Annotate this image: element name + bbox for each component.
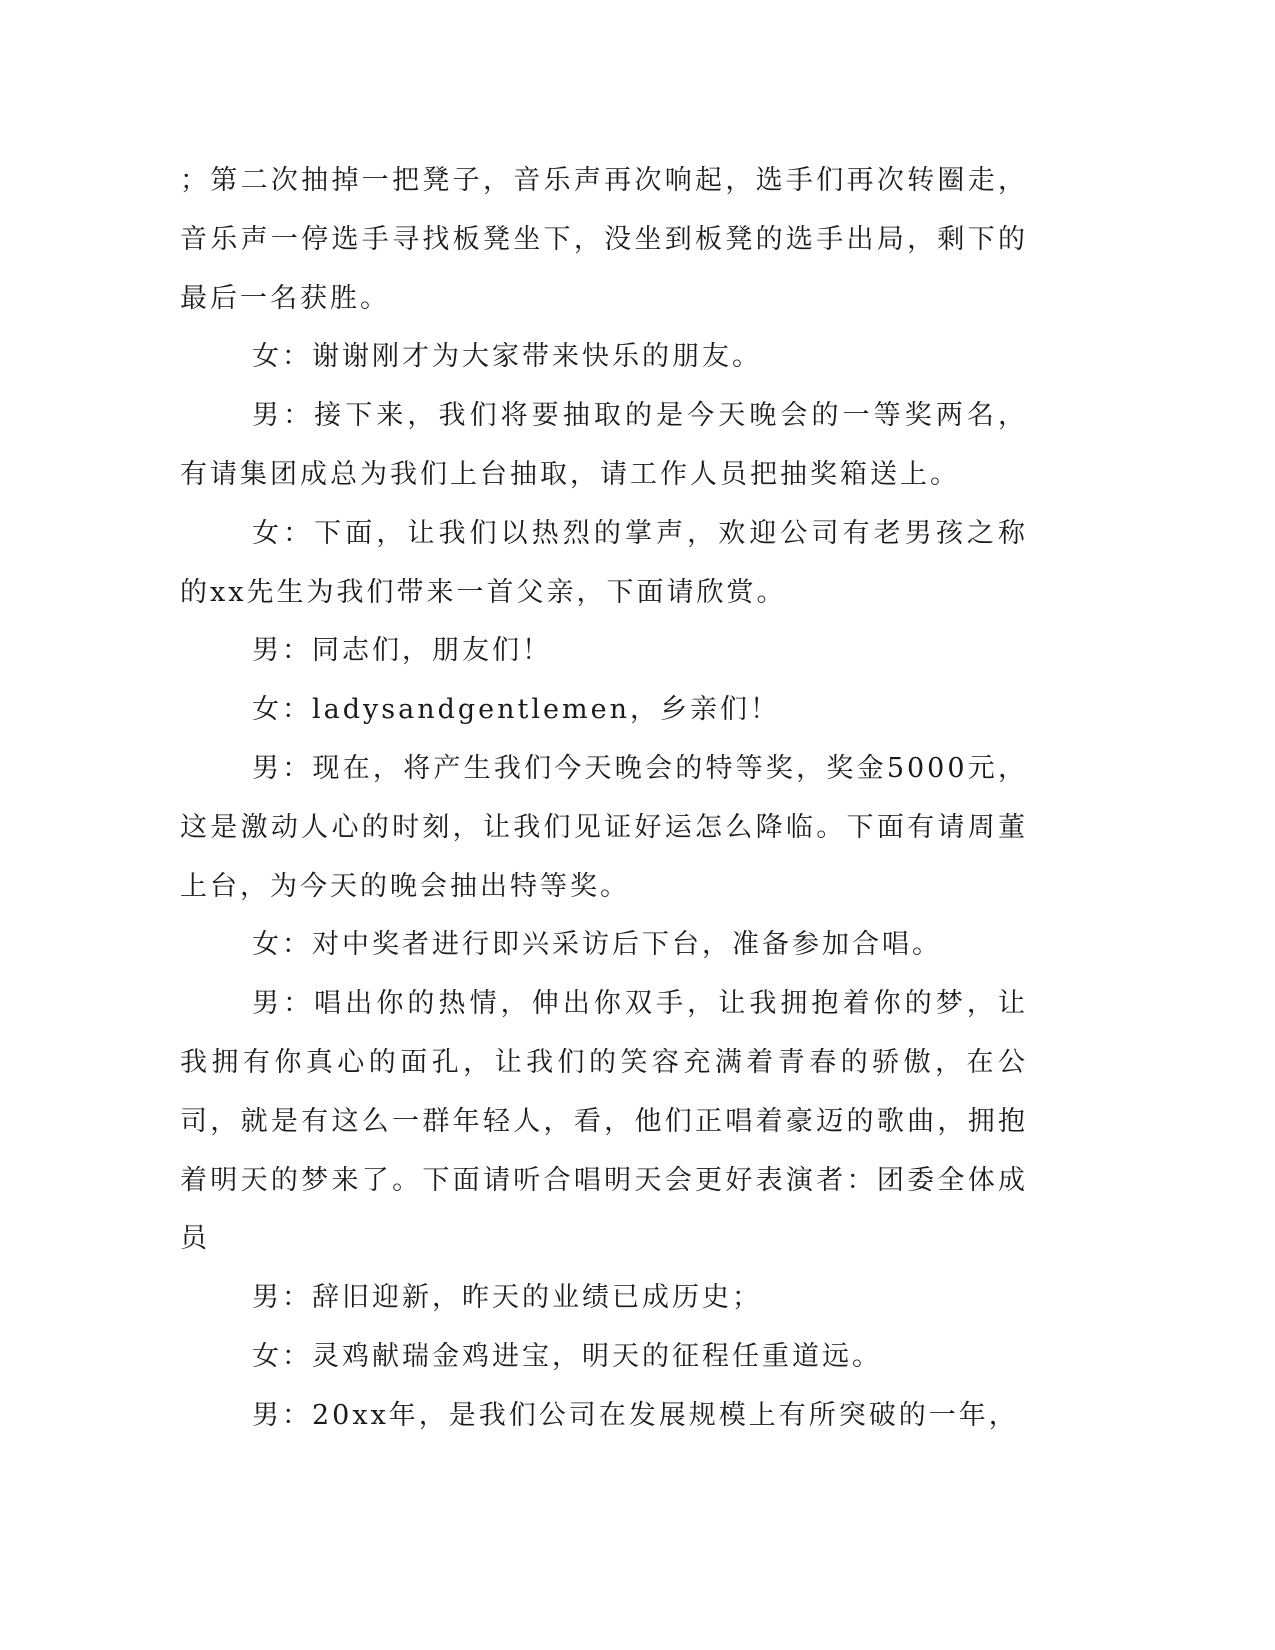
paragraph-male-year-review: 男：20xx年，是我们公司在发展规模上有所突破的一年， xyxy=(252,1399,1019,1431)
paragraph-male-first-prize: 男：接下来，我们将要抽取的是今天晚会的一等奖两名，有请集团成总为我们上台抽取，请工作人员把抽奖箱送上。 xyxy=(180,400,1028,490)
paragraph-female-song-intro: 女：下面，让我们以热烈的掌声，欢迎公司有老男孩之称的xx先生为我们带来一首父亲，下面请欣赏。 xyxy=(180,517,1028,608)
document-body xyxy=(180,152,1028,1446)
paragraph-female-interview: 女：对中奖者进行即兴采访后下台，准备参加合唱。 xyxy=(252,929,942,961)
paragraph-game-rules: ；第二次抽掉一把凳子，音乐声再次响起，选手们再次转圈走，音乐声一停选手寻找板凳坐下，没坐到板凳的选手出局，剩下的最后一名获胜。 xyxy=(180,165,1028,314)
paragraph-male-chorus-intro: 男：唱出你的热情，伸出你双手，让我拥抱着你的梦，让我拥有你真心的面孔，让我们的笑容充满着青春的骄傲，在公司，就是有这么一群年轻人，看，他们正唱着豪迈的歌曲，拥抱着明天的梦来了。下面请听合唱明天会更好表演者：团委全体成员 xyxy=(180,988,1028,1255)
paragraph-male-farewell-old: 男：辞旧迎新，昨天的业绩已成历史； xyxy=(252,1282,762,1314)
paragraph-male-grand-prize: 男：现在，将产生我们今天晚会的特等奖，奖金5000元，这是激动人心的时刻，让我们见证好运怎么降临。下面有请周董上台，为今天的晚会抽出特等奖。 xyxy=(180,752,1028,902)
paragraph-female-new-journey: 女：灵鸡献瑞金鸡进宝，明天的征程任重道远。 xyxy=(252,1340,882,1372)
paragraph-female-thanks: 女：谢谢刚才为大家带来快乐的朋友。 xyxy=(252,341,762,373)
paragraph-male-greeting: 男：同志们，朋友们！ xyxy=(252,635,552,667)
paragraph-female-greeting: 女：ladysandgentlemen，乡亲们！ xyxy=(252,694,780,726)
